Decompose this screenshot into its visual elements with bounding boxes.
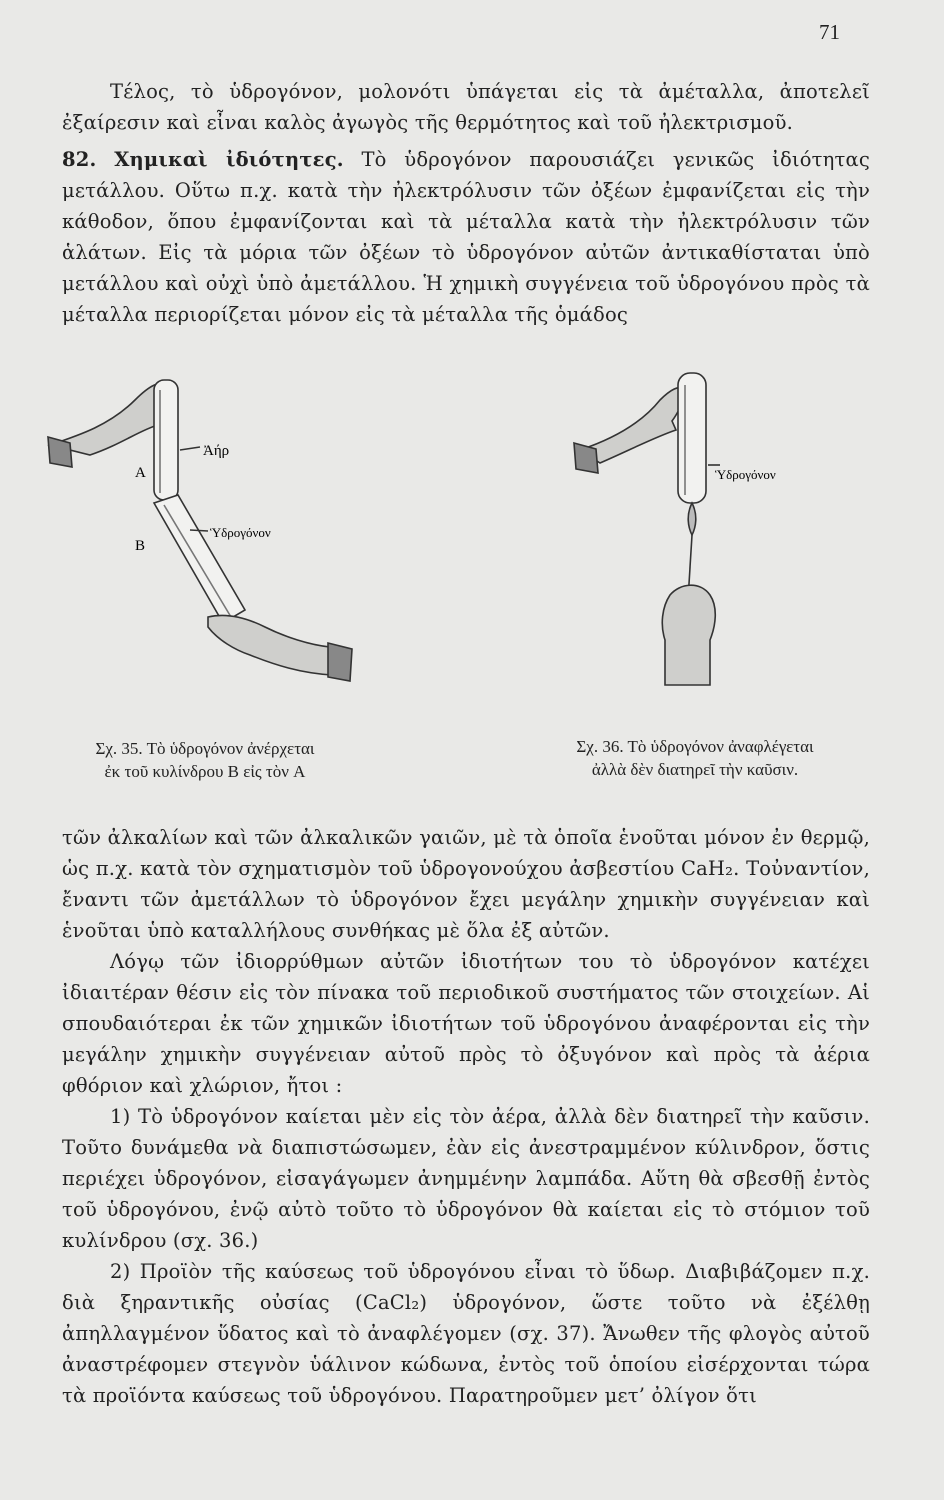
figure-35-illustration — [40, 355, 370, 705]
section-text: Τὸ ὑδρογόνον παρουσιάζει γενικῶς ἰδιότητας μετάλλου. Οὕτω π.χ. κατὰ τὴν ἠλεκτρόλυσιν τῶν ὀξέων ἐμφανίζεται εἰς τὴν κάθοδον, ὅπου ἐμφανίζονται καὶ τὰ μέταλλα κατὰ τὴν ἠλεκτρόλυσιν τῶν ἁλάτων. Εἰς τὰ μόρια τῶν ὀξέων τὸ ὑδρογόνον αὐτῶν ἀντικαθίσταται ὑπὸ μετάλλου καὶ οὐχὶ ὑπὸ ἀμετάλλου. Ἡ χημικὴ συγγένεια τοῦ ὑδρογόνου πρὸς τὰ μέταλλα περιορίζεται μόνον εἰς τὰ μέταλλα τῆς ὁμάδος — [62, 148, 871, 326]
section-title: Χημικαὶ ἰδιότητες. — [114, 148, 344, 171]
body-paragraph-3: 1) Τὸ ὑδρογόνον καίεται μὲν εἰς τὸν ἀέρα, ἀλλὰ δὲν διατηρεῖ τὴν καῦσιν. Τοῦτο δυνάμεθα νὰ διαπιστώσωμεν, ἐὰν εἰς ἀνεστραμμένον κύλινδρον, ὅστις περιέχει ὑδρογόνον, εἰσαγάγωμεν ἀνημμένην λαμπάδα. Αὕτη θὰ σβεσθῇ ἐντὸς τοῦ ὑδρογόνου, ἐνῷ αὐτὸ τοῦτο τὸ ὑδρογόνον θὰ καίεται εἰς τὸ στόμιον τοῦ κυλίνδρου (σχ. 36.) — [62, 1105, 870, 1252]
figure-35-caption — [55, 737, 355, 783]
figure-36-illustration — [560, 355, 860, 715]
figures-area — [0, 355, 944, 805]
top-text — [62, 76, 870, 330]
fig35-caption-line1: Σχ. 35. Τὸ ὑδρογόνον ἀνέρχεται — [95, 739, 315, 758]
figure-36-caption — [520, 735, 870, 781]
fig35-caption-line2: ἐκ τοῦ κυλίνδρου B εἰς τὸν A — [104, 762, 306, 781]
body-paragraph-4: 2) Προϊὸν τῆς καύσεως τοῦ ὑδρογόνου εἶναι τὸ ὕδωρ. Διαβιβάζομεν π.χ. διὰ ξηραντικῆς οὐσίας (CaCl₂) ὑδρογόνον, ὥστε τοῦτο νὰ ἐξέλθῃ ἀπηλλαγμένον ὕδατος καὶ τὸ ἀναφλέγομεν (σχ. 37). Ἄνωθεν τῆς φλογὸς αὐτοῦ ἀναστρέφομεν στεγνὸν ὑάλινον κώδωνα, ἐντὸς τοῦ ὁποίου εἰσέρχονται τώρα τὰ προϊόντα καύσεως τοῦ ὑδρογόνου. Παρατηροῦμεν μετ’ ὀλίγον ὅτι — [62, 1260, 870, 1407]
fig36-caption-line1: Σχ. 36. Τὸ ὑδρογόνον ἀναφλέγεται — [576, 737, 814, 756]
fig35-label-a: A — [135, 465, 146, 481]
body-paragraph-2: Λόγῳ τῶν ἰδιορρύθμων αὐτῶν ἰδιοτήτων του τὸ ὑδρογόνον κατέχει ἰδιαιτέραν θέσιν εἰς τὸν πίνακα τοῦ περιοδικοῦ συστήματος τῶν στοιχείων. Αἱ σπουδαιότεραι ἐκ τῶν χημικῶν ἰδιοτήτων τοῦ ὑδρογόνου ἀναφέρονται εἰς τὴν μεγάλην χημικὴν συγγένειαν αὐτοῦ πρὸς τὸ ὀξυγόνον καὶ πρὸς τὰ ἀέρια φθόριον καὶ χλώριον, ἤτοι : — [62, 950, 870, 1097]
intro-paragraph: Τέλος, τὸ ὑδρογόνον, μολονότι ὑπάγεται εἰς τὰ ἀμέταλλα, ἀποτελεῖ ἐξαίρεσιν καὶ εἶναι καλὸς ἀγωγὸς τῆς θερμότητος καὶ τοῦ ἠλεκτρισμοῦ. — [62, 80, 870, 134]
page-number: 71 — [819, 20, 840, 44]
section-82-paragraph — [62, 144, 870, 330]
fig36-caption-line2: ἀλλὰ δὲν διατηρεῖ τὴν καῦσιν. — [591, 760, 799, 779]
fig35-label-hydrogen: Ὑδρογόνον — [210, 525, 271, 540]
section-number: 82. — [62, 148, 97, 171]
fig35-label-air: Ἀήρ — [203, 443, 230, 459]
bottom-text — [62, 822, 870, 1411]
fig35-label-b: B — [135, 538, 146, 554]
body-paragraph-1: τῶν ἀλκαλίων καὶ τῶν ἀλκαλικῶν γαιῶν, μὲ τὰ ὁποῖα ἑνοῦται μόνον ἐν θερμῷ, ὡς π.χ. κατὰ τὸν σχηματισμὸν τοῦ ὑδρογονούχου ἀσβεστίου CaH₂. Τοὐναντίον, ἔναντι τῶν ἀμετάλλων τὸ ὑδρογόνον ἔχει μεγάλην χημικὴν συγγένειαν καὶ ἑνοῦται ὑπὸ καταλλήλους συνθήκας μὲ ὅλα ἐξ αὐτῶν. — [62, 826, 870, 942]
fig36-label-hydrogen: Ὑδρογόνον — [715, 467, 776, 482]
